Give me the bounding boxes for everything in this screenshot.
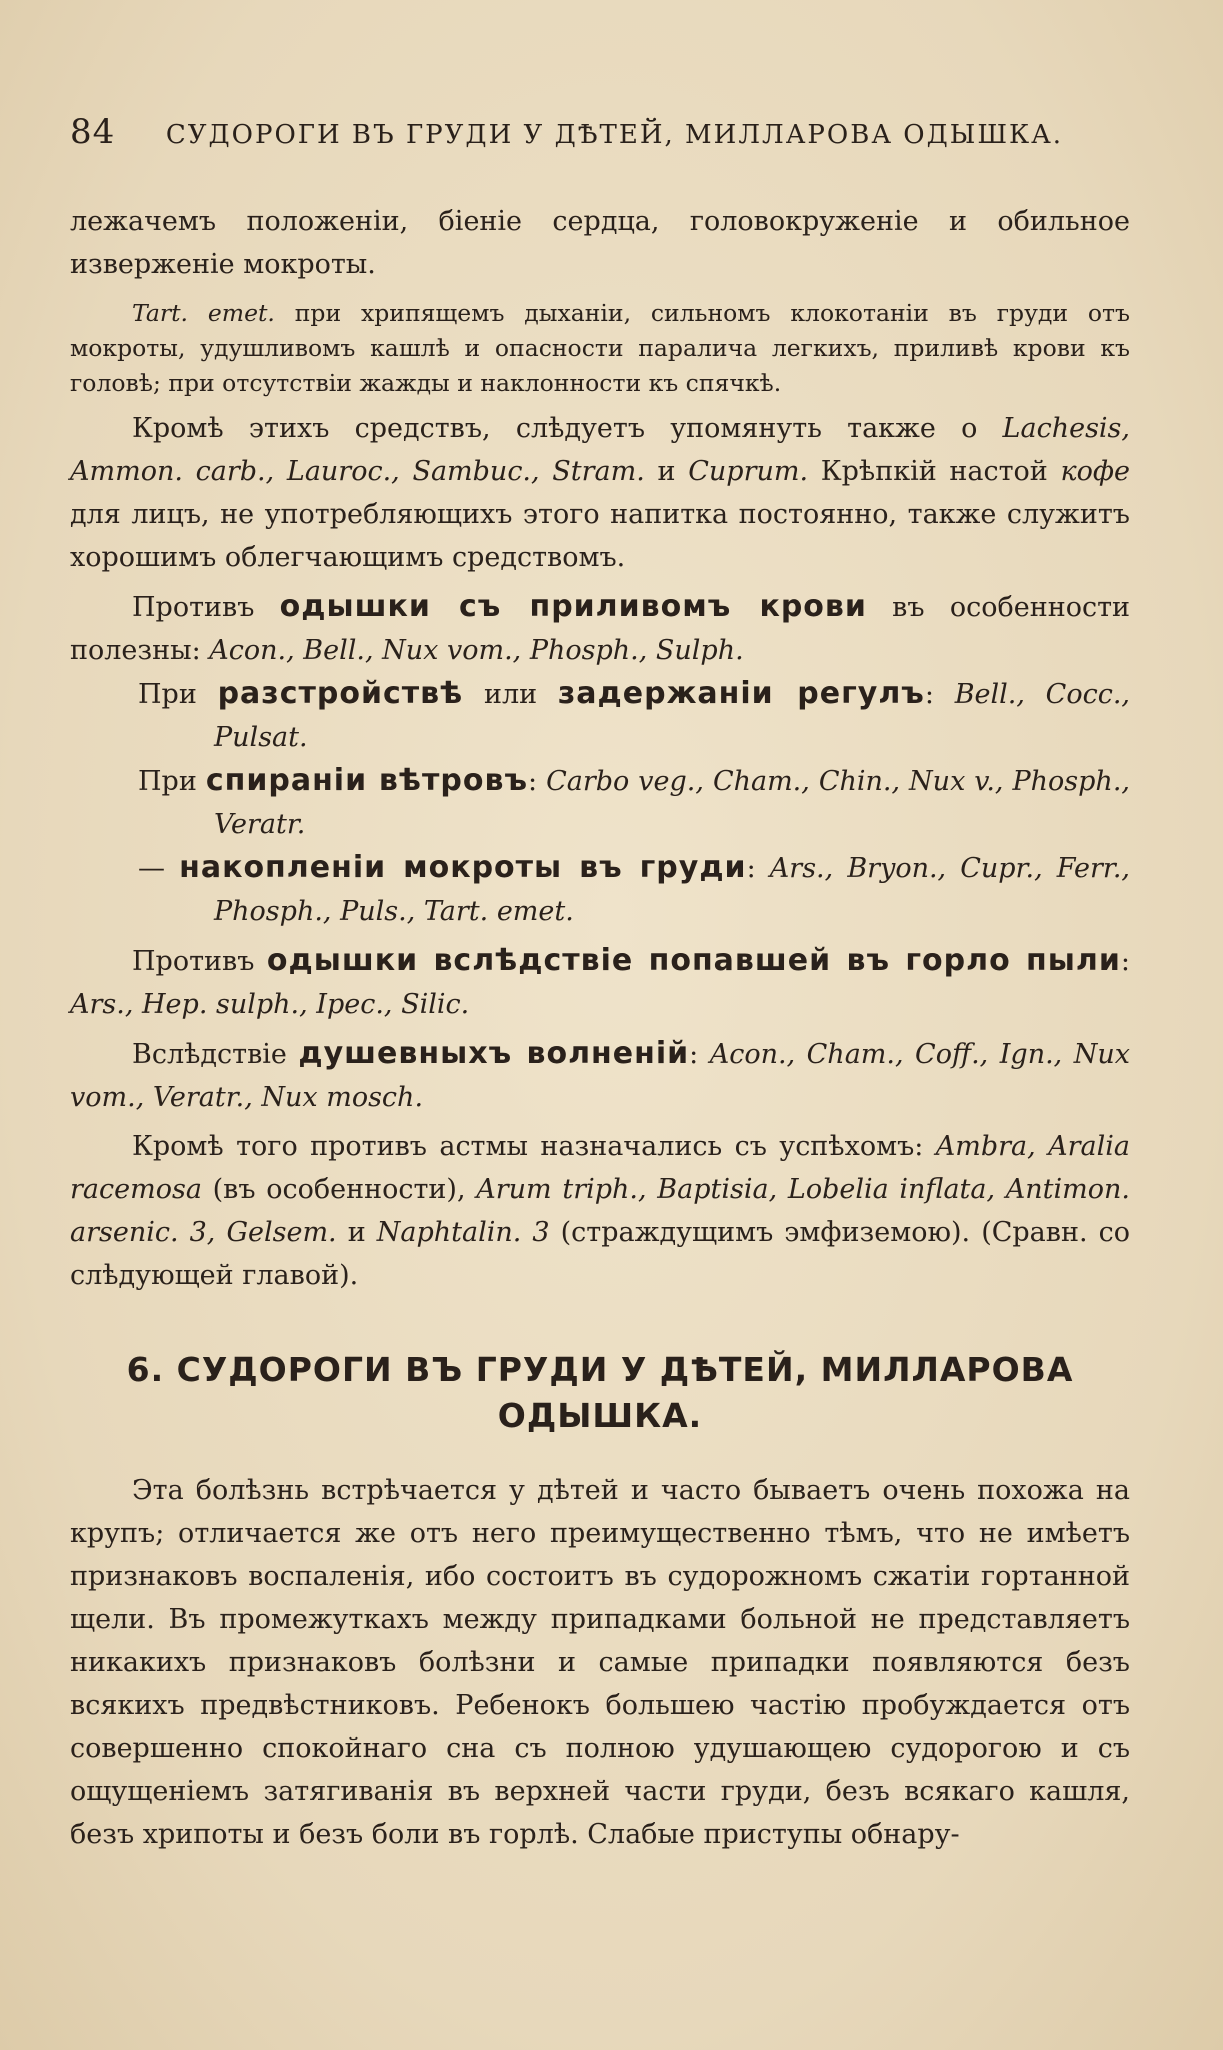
text-run: — <box>138 853 180 884</box>
paragraph-asthma-remedies <box>70 1125 1130 1297</box>
remedy-list: Arum triph., Baptisia, Lobelia inflata, Antimon. arsenic. 3, Gelsem. <box>70 1174 1130 1248</box>
section-paragraph: Эта болѣзнь встрѣчается у дѣтей и часто бываетъ очень похожа на крупъ; отличается же отъ него преимущественно тѣмъ, что не имѣетъ признаковъ воспаленiя, ибо состоитъ въ судорожномъ сжатiи гортанной щели. Въ промежуткахъ между припадками больной не представляетъ никакихъ признаковъ болѣзни и самые припадки появляются безъ всякихъ предвѣстниковъ. Ребенокъ большею частiю пробуждается отъ совершенно спокойнаго сна съ полною удушающею судорогою и съ ощущенiемъ затягиванiя въ верхней части груди, безъ всякаго кашля, безъ хрипоты и безъ боли въ горлѣ. Слабые приступы обнару- <box>70 1475 1130 1850</box>
paragraph-menses <box>70 672 1130 759</box>
paragraph-text: при хрипящемъ дыханiи, сильномъ клокотанiи въ груди отъ мокроты, удушливомъ кашлѣ и опасности паралича легкихъ, приливѣ крови къ головѣ; при отсутствiи жажды и наклонности къ спячкѣ. <box>70 299 1130 397</box>
bold-term: накопленiи мокроты въ груди <box>179 850 747 885</box>
text-run: Противъ <box>132 946 267 977</box>
remedy-name: кофе <box>1060 456 1130 487</box>
page-header <box>70 112 1130 152</box>
text-run: (въ особенности), <box>201 1174 477 1205</box>
text-run: Крѣпкiй настой <box>808 456 1061 487</box>
paragraph-flatulence <box>70 759 1130 846</box>
text-run: При <box>138 679 218 710</box>
text-run: (страждущимъ эмфиземою). (Сравн. со слѣдующей главой). <box>70 1217 1130 1291</box>
remedy-name: Cuprum. <box>688 456 809 487</box>
remedy-name: Tart. emet. <box>132 299 275 327</box>
bold-term: одышки съ приливомъ крови <box>279 589 867 624</box>
paragraph-dust <box>70 939 1130 1026</box>
text-run: При <box>138 766 206 797</box>
text-run: или <box>463 679 558 710</box>
remedy-list: Ambra, Aralia racemosa <box>70 1131 1130 1205</box>
page-number: 84 <box>70 112 116 152</box>
paragraph-continuation: лежачемъ положенiи, бieнie сердца, головокруженie и обильное изверженie мокроты. <box>70 206 1130 280</box>
text-run: Кромѣ того противъ астмы назначались съ успѣхомъ: <box>132 1131 936 1162</box>
bold-term: разстройствѣ <box>217 676 464 711</box>
paragraph-other-remedies <box>70 407 1130 579</box>
paragraph-tart-emet <box>70 296 1130 401</box>
remedy-list: Acon., Bell., Nux vom., Phosph., Sulph. <box>209 635 744 666</box>
text-run: : <box>924 679 955 710</box>
paragraph-mucus <box>70 846 1130 933</box>
text-run: : <box>746 853 770 884</box>
text-run: въ особенности полезны: <box>70 592 1130 666</box>
text-run: : <box>528 766 547 797</box>
remedy-list: Ars., Bryon., Cupr., Ferr., Phosph., Puls., Tart. emet. <box>214 853 1131 927</box>
remedy-list: Carbo veg., Cham., Chin., Nux v., Phosph., Veratr. <box>214 766 1130 840</box>
remedy-list: Ars., Hep. sulph., Ipec., Silic. <box>70 989 470 1020</box>
text-run: : <box>1120 946 1130 977</box>
remedy-list: Bell., Cocc., Pulsat. <box>214 679 1130 753</box>
bold-term: спиранiи вѣтровъ <box>205 763 528 798</box>
bold-term: задержанiи регулъ <box>557 676 925 711</box>
running-title: СУДОРОГИ ВЪ ГРУДИ У ДѢТЕЙ, МИЛЛАРОВА ОДЫШКА. <box>165 120 1064 150</box>
text-run: для лицъ, не употребляющихъ этого напитка постоянно, также служитъ хорошимъ облегчающимъ средствомъ. <box>70 499 1130 573</box>
paragraph-emotional <box>70 1032 1130 1119</box>
remedy-list: Lachesis, Ammon. carb., Laurоc., Sambuc., Stram. <box>70 413 1130 487</box>
bold-term: одышки вслѣдствie попавшей въ горло пыли <box>266 943 1121 978</box>
text-run: и <box>644 456 689 487</box>
section-heading: 6. СУДОРОГИ ВЪ ГРУДИ У ДѢТЕЙ, МИЛЛАРОВА ОДЫШКА. <box>126 1350 1074 1435</box>
text-run: Вслѣдствie <box>132 1039 299 1070</box>
remedy-name: Naphtalin. 3 <box>376 1217 550 1248</box>
remedy-list: Acon., Cham., Coff., Ign., Nux vom., Veratr., Nux mosch. <box>70 1039 1130 1113</box>
bold-term: душевныхъ волненiй <box>298 1036 690 1071</box>
text-run: : <box>689 1039 710 1070</box>
text-run: Противъ <box>132 592 280 623</box>
text-run: Кромѣ этихъ средствъ, слѣдуетъ упомянуть также о <box>132 413 1003 444</box>
page-body <box>70 200 1130 1856</box>
paragraph-dyspnea-blood <box>70 585 1130 672</box>
text-run: и <box>336 1217 377 1248</box>
